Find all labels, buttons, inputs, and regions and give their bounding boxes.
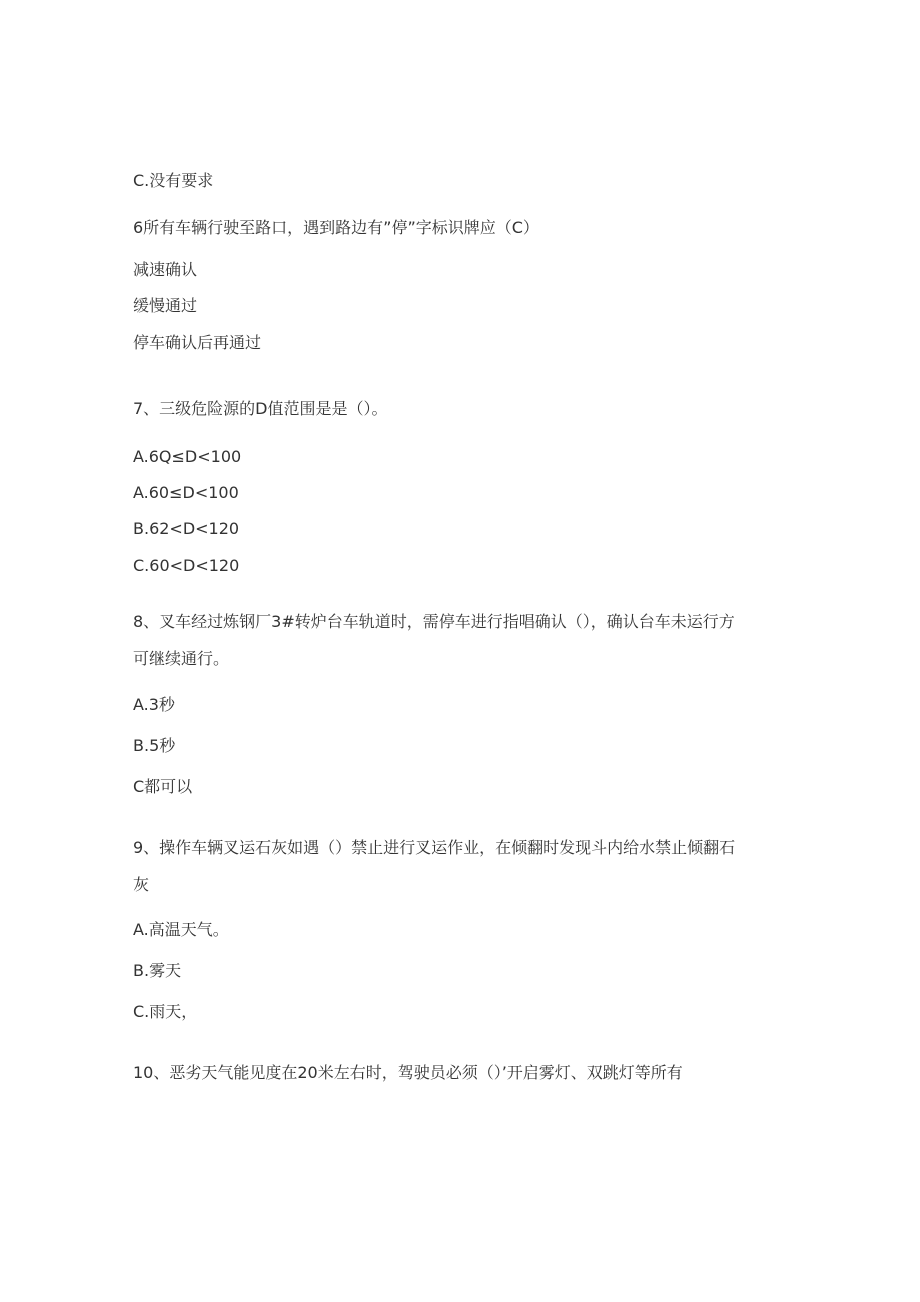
q5-option-c: C.没有要求 bbox=[133, 171, 214, 190]
q8-option-3: C都可以 bbox=[133, 777, 193, 796]
q7-option-3: B.62<D<120 bbox=[133, 519, 240, 538]
q7-question: 7、三级危险源的D值范围是是（）。 bbox=[133, 399, 388, 418]
q7-option-4: C.60<D<120 bbox=[133, 556, 240, 575]
q8-question-line2: 可继续通行。 bbox=[133, 649, 230, 668]
q9-question-line2: 灰 bbox=[133, 875, 150, 894]
q7-option-2: A.60≤D<100 bbox=[133, 483, 239, 502]
q8-question-line1: 8、叉车经过炼钢厂3#转炉台车轨道时，需停车进行指唱确认（），确认台车未运行方 bbox=[133, 612, 735, 631]
q6-option-3: 停车确认后再通过 bbox=[133, 333, 262, 352]
q7-option-1: A.6Q≤D<100 bbox=[133, 447, 242, 466]
q8-option-1: A.3秒 bbox=[133, 695, 175, 714]
q9-option-1: A.高温天气。 bbox=[133, 920, 229, 939]
q9-question-line1: 9、操作车辆叉运石灰如遇（）禁止进行叉运作业，在倾翻时发现斗内给水禁止倾翻石 bbox=[133, 838, 736, 857]
q9-option-2: B.雾天 bbox=[133, 961, 182, 980]
q6-question: 6所有车辆行驶至路口，遇到路边有”停”字标识牌应（C） bbox=[133, 218, 539, 237]
q10-question: 10、恶劣天气能见度在20米左右时，驾驶员必须（）’开启雾灯、双跳灯等所有 bbox=[133, 1063, 683, 1082]
q6-option-2: 缓慢通过 bbox=[133, 296, 198, 315]
q6-option-1: 减速确认 bbox=[133, 260, 198, 279]
q8-option-2: B.5秒 bbox=[133, 736, 176, 755]
q9-option-3: C.雨天， bbox=[133, 1002, 198, 1021]
